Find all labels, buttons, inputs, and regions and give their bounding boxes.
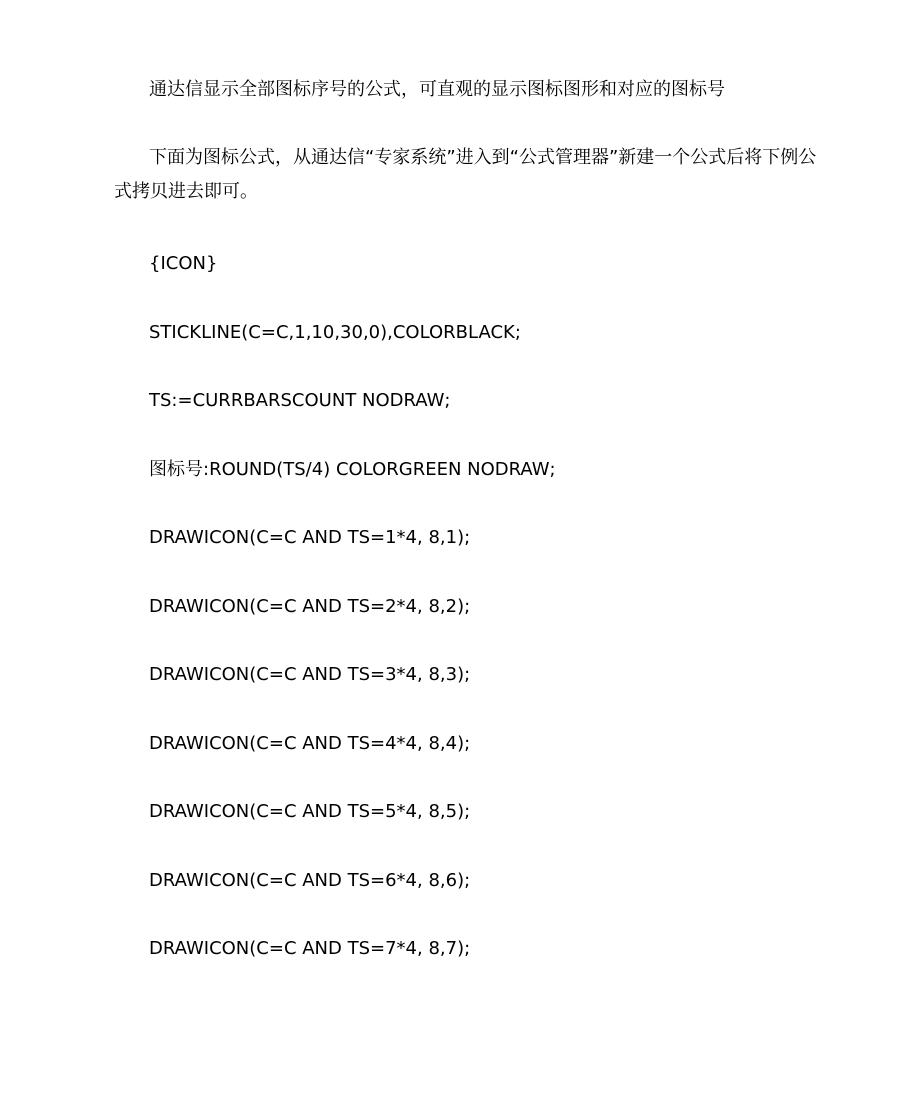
code-line: DRAWICON(C=C AND TS=3*4, 8,3); bbox=[149, 664, 471, 685]
code-line: DRAWICON(C=C AND TS=4*4, 8,4); bbox=[149, 733, 471, 754]
code-line: TS:=CURRBARSCOUNT NODRAW; bbox=[149, 390, 451, 411]
code-line: DRAWICON(C=C AND TS=2*4, 8,2); bbox=[149, 596, 471, 617]
code-line: DRAWICON(C=C AND TS=6*4, 8,6); bbox=[149, 870, 471, 891]
instruction-paragraph: 下面为图标公式，从通达信“专家系统”进入到“公式管理器”新建一个公式后将下例公式拷贝进去即可。 bbox=[114, 147, 817, 202]
code-line: 图标号:ROUND(TS/4) COLORGREEN NODRAW; bbox=[149, 459, 556, 480]
code-line: DRAWICON(C=C AND TS=5*4, 8,5); bbox=[149, 801, 471, 822]
code-line: DRAWICON(C=C AND TS=7*4, 8,7); bbox=[149, 938, 471, 959]
code-line: {ICON} bbox=[149, 253, 218, 274]
code-line: STICKLINE(C=C,1,10,30,0),COLORBLACK; bbox=[149, 322, 521, 343]
code-line: DRAWICON(C=C AND TS=1*4, 8,1); bbox=[149, 527, 471, 548]
intro-paragraph: 通达信显示全部图标序号的公式，可直观的显示图标图形和对应的图标号 bbox=[149, 79, 725, 100]
